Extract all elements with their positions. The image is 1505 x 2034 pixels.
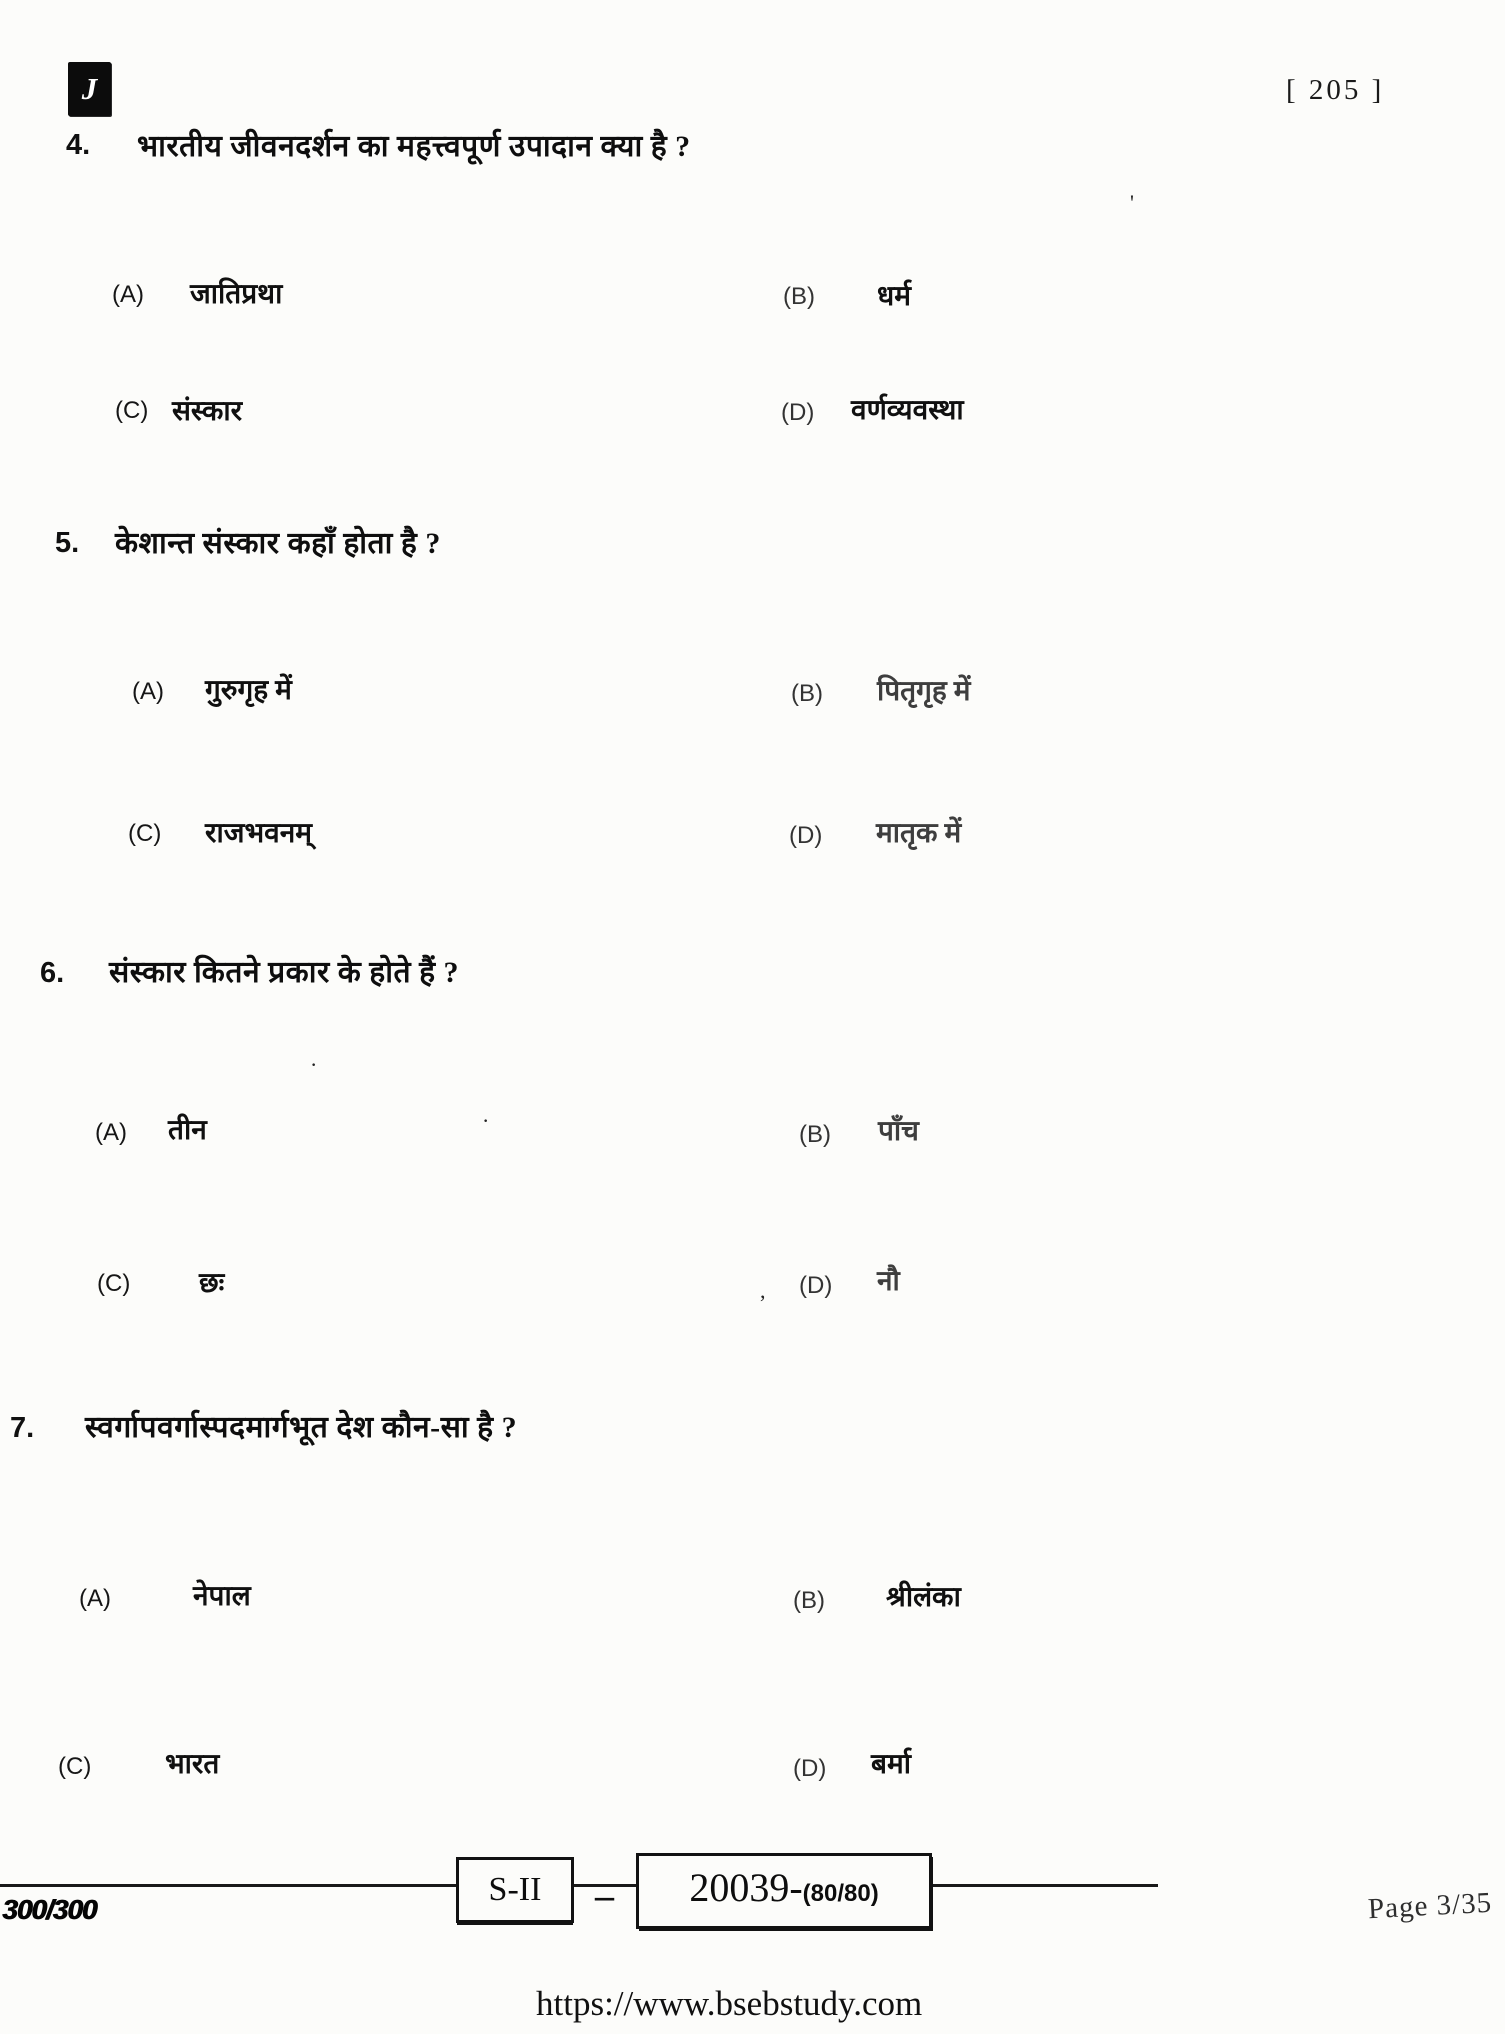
question-6-option-c-text: छः (199, 1268, 225, 1299)
question-7-text: स्वर्गापवर्गास्पदमार्गभूत देश कौन-सा है ? (85, 1411, 518, 1444)
footer-page-label: Page 3/35 (1367, 1886, 1493, 1926)
footer-dash: – (595, 1875, 614, 1917)
question-4-option-b-label: (B) (783, 283, 815, 310)
question-6-option-d-label: (D) (799, 1272, 833, 1299)
question-7-option-b-label: (B) (793, 1587, 825, 1614)
question-4-number: 4. (66, 129, 91, 161)
scan-speck: · (482, 1108, 490, 1133)
question-6-text: संस्कार कितने प्रकार के होते हैं ? (109, 956, 460, 989)
question-6-option-a-label: (A) (95, 1119, 127, 1146)
question-6-option-a-text: तीन (168, 1115, 207, 1146)
footer-code-sub: (80/80) (802, 1880, 879, 1907)
question-5-option-b-text: पितृगृह में (877, 676, 971, 707)
scan-speck: , (760, 1278, 766, 1303)
question-5-option-a-text: गुरुगृह में (205, 675, 292, 706)
question-7-option-c-label: (C) (58, 1753, 92, 1780)
question-4-option-a-label: (A) (112, 281, 144, 308)
question-4-option-b-text: धर्म (877, 281, 911, 312)
question-6-option-c-label: (C) (97, 1270, 131, 1297)
question-5-text: केशान्त संस्कार कहाँ होता है ? (115, 527, 441, 560)
question-4-option-c-label: (C) (115, 397, 149, 424)
question-7-option-a-label: (A) (79, 1585, 111, 1612)
footer-left-code: 300/300 (2, 1894, 97, 1925)
question-4-text: भारतीय जीवनदर्शन का महत्त्वपूर्ण उपादान क्या है ? (137, 130, 691, 163)
page-number-bracket: [ 205 ] (1286, 74, 1385, 106)
footer-code-box (636, 1853, 932, 1929)
footer-series-box: S-II (456, 1857, 574, 1923)
question-6-number: 6. (40, 957, 65, 989)
question-5-option-b-label: (B) (791, 680, 823, 707)
question-5-option-d-label: (D) (789, 822, 823, 849)
question-7-option-a-text: नेपाल (193, 1581, 251, 1612)
question-4-option-d-text: वर्णव्यवस्था (851, 395, 964, 426)
question-5-option-d-text: मातृक में (876, 818, 962, 849)
question-6-option-b-label: (B) (799, 1121, 831, 1148)
question-7-number: 7. (10, 1412, 35, 1444)
footer-divider-line (0, 1884, 1158, 1887)
question-6-option-d-text: नौ (877, 1266, 900, 1297)
series-letter-badge: J (68, 62, 111, 116)
site-url-text: https://www.bsebstudy.com (536, 1984, 923, 2023)
question-5-option-a-label: (A) (132, 678, 164, 705)
question-7-option-d-label: (D) (793, 1755, 827, 1782)
question-4-option-d-label: (D) (781, 399, 815, 426)
scan-speck: · (310, 1052, 318, 1077)
question-5-number: 5. (55, 527, 80, 559)
question-4-option-c-text: संस्कार (172, 396, 243, 427)
question-5-option-c-label: (C) (128, 820, 162, 847)
question-5-option-c-text: राजभवनम् (205, 818, 313, 849)
question-7-option-d-text: बर्मा (871, 1749, 911, 1780)
scan-speck: ' (1130, 190, 1134, 215)
question-7-option-b-text: श्रीलंका (886, 1582, 961, 1613)
question-6-option-b-text: पाँच (878, 1116, 919, 1147)
question-4-option-a-text: जातिप्रथा (190, 279, 283, 310)
question-7-option-c-text: भारत (165, 1749, 220, 1780)
footer-code-main: 20039- (689, 1865, 803, 1910)
